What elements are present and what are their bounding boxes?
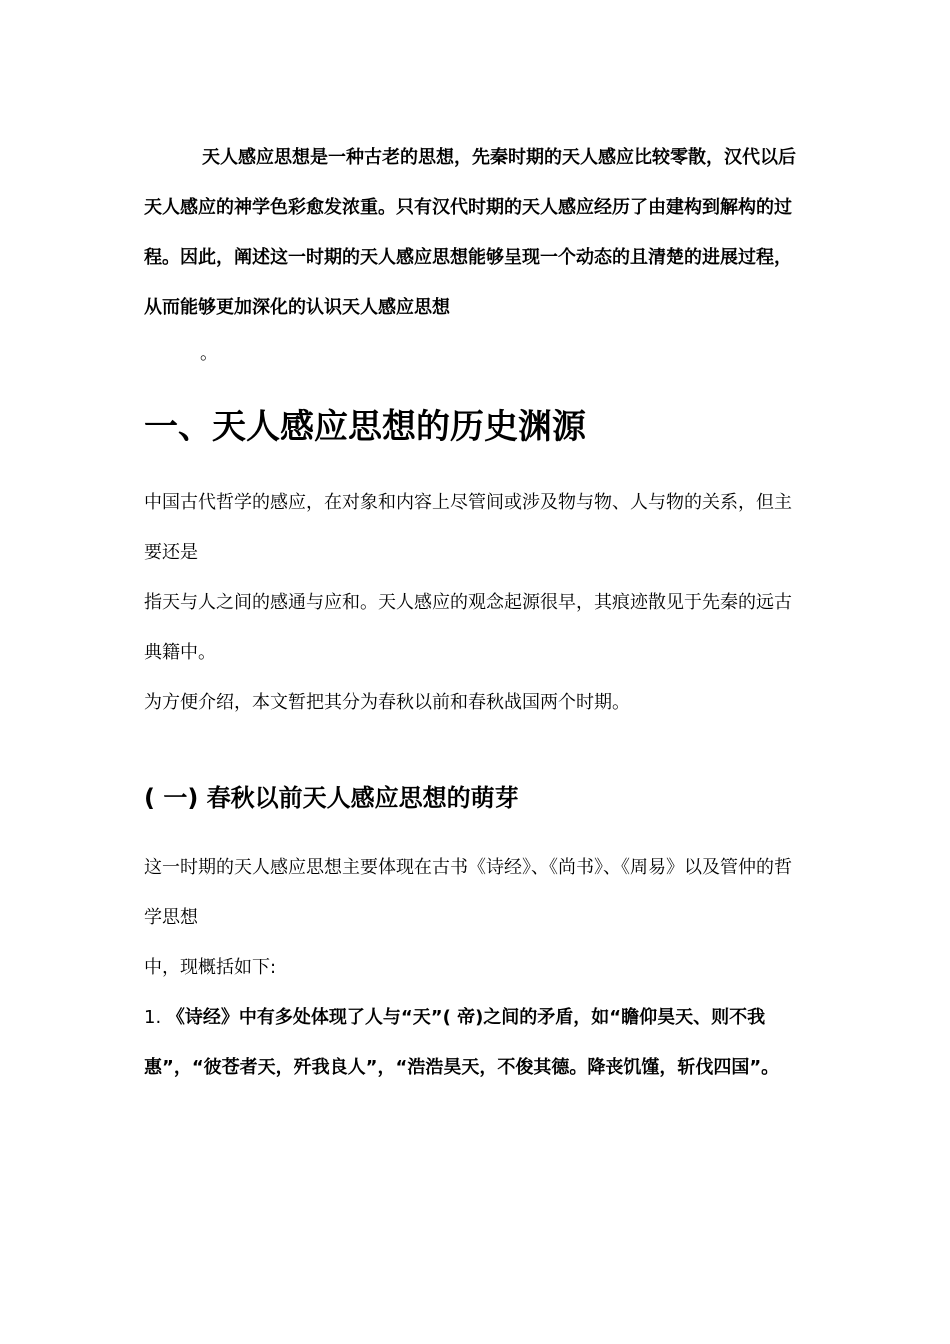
- subsection-heading-1: ( 一) 春秋以前天人感应思想的萌芽: [144, 784, 519, 812]
- list-item-1: [144, 993, 800, 1093]
- body-paragraph-2: 指天与人之间的感通与应和。天人感应的观念起源很早，其痕迹散见于先秦的远古典籍中。: [144, 592, 792, 663]
- section-heading-1: 一、天人感应思想的历史渊源: [144, 407, 586, 447]
- intro-period: 。: [200, 343, 218, 364]
- body-paragraph-4: 这一时期的天人感应思想主要体现在古书《诗经》、《尚书》、《周易》以及管仲的哲学思想: [144, 857, 792, 928]
- list-item-number: 1.: [144, 1007, 162, 1028]
- list-item-text: 《诗经》中有多处体现了人与“天”( 帝)之间的矛盾，如“瞻仰昊天、则不我惠”，“彼苍者天，歼我良人”，“浩浩昊天，不俊其德。降丧饥馑，斩伐四国”。: [144, 1007, 780, 1078]
- body-paragraph-3: 为方便介绍，本文暂把其分为春秋以前和春秋战国两个时期。: [144, 692, 630, 713]
- body-paragraph-5: 中，现概括如下:: [144, 957, 277, 978]
- intro-paragraph: 天人感应思想是一种古老的思想，先秦时期的天人感应比较零散，汉代以后天人感应的神学色彩愈发浓重。只有汉代时期的天人感应经历了由建构到解构的过程。因此，阐述这一时期的天人感应思想能够呈现一个动态的且清楚的进展过程，从而能够更加深化的认识天人感应思想: [144, 147, 796, 318]
- body-paragraph-1: 中国古代哲学的感应，在对象和内容上尽管间或涉及物与物、人与物的关系，但主要还是: [144, 492, 792, 563]
